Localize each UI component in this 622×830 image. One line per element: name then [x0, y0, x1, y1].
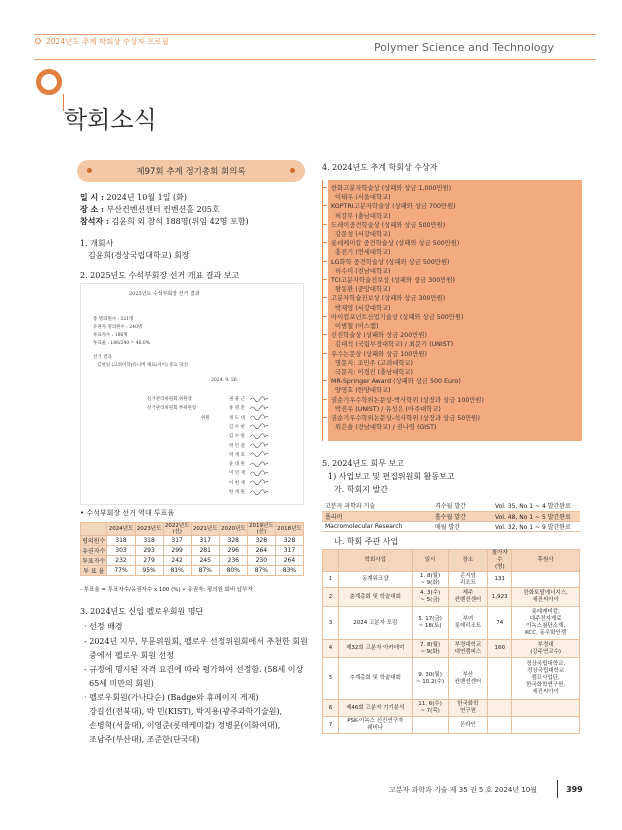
award-marker	[322, 353, 327, 354]
event-cell	[512, 717, 580, 734]
rate-cell: 293	[135, 546, 163, 556]
bar-dot-right	[290, 168, 295, 173]
event-header-cell: 장소	[448, 550, 488, 572]
event-cell: 74	[488, 607, 512, 640]
rate-row	[81, 536, 304, 546]
date-label: 일 시 :	[80, 192, 104, 202]
rate-cell: 232	[107, 556, 135, 566]
awards-left-rule	[322, 180, 323, 441]
scan-sign-name: 정 도 대	[229, 415, 245, 421]
award-marker	[322, 334, 327, 335]
event-row	[323, 700, 580, 717]
meeting-title-bar	[77, 160, 305, 182]
item1-title: 1. 개회사	[80, 239, 114, 248]
scan-sign-name: 윤 대 원	[229, 462, 245, 468]
event-cell	[488, 700, 512, 717]
scan-sign-role: 선거관리위원회 부위원장	[147, 406, 197, 412]
page-number: 399	[566, 785, 583, 794]
award-winner: 김대석 (국립부경대학교) / 최문기 (UNIST)	[335, 341, 454, 349]
event-cell: 5	[323, 658, 339, 700]
society-events-table	[322, 549, 580, 734]
award-marker	[322, 187, 327, 188]
award-winner: 명문지: 조민주 (고려대학교)	[335, 359, 413, 367]
rate-header-cell: 2019년도 (선)	[249, 523, 274, 535]
publication-row	[322, 511, 580, 521]
item3-line: - 2024년 지부, 부문위원회, 펠로우 선정위원회에서 추천한 회원	[84, 637, 308, 646]
scan-result-head: 선거 결과	[93, 355, 112, 360]
award-name: 롯데케미칼 중견학술상 (상패와 상금 500만원)	[331, 240, 460, 248]
handwritten-signature	[249, 489, 269, 495]
event-cell	[488, 658, 512, 700]
event-cell: 제32회 고분자 아카데미	[338, 640, 412, 658]
rate-header-cell	[81, 523, 107, 536]
section-ring-icon	[36, 69, 62, 95]
event-cell: 7	[323, 717, 339, 734]
scan-sign-name: 김 수 현	[229, 424, 245, 430]
handwritten-signature	[249, 442, 269, 448]
event-row	[323, 607, 580, 640]
election-result-scan	[80, 283, 304, 505]
rate-cell: 328	[247, 536, 275, 546]
item5-sub-na: 나. 학회 주관 사업	[334, 537, 399, 546]
item5-sub-ga: 가. 학회지 발간	[334, 485, 388, 494]
rate-header-cell: 2021년도	[191, 523, 219, 536]
rate-cell: 299	[163, 546, 191, 556]
item5-title: 5. 2024년도 회무 보고	[322, 459, 404, 468]
rate-cell: 80%	[219, 566, 247, 576]
header-kicker: 2024년도 추계 학회상 수상자 프로필	[46, 37, 169, 46]
rate-row	[81, 566, 304, 576]
rate-cell: 77%	[107, 566, 135, 576]
event-cell: 1. 8(월) ~ 9(화)	[412, 572, 448, 588]
publication-cell: 폴리머	[322, 511, 432, 521]
event-cell: 부경대학교 대연캠퍼스	[448, 640, 488, 658]
rate-row	[81, 556, 304, 566]
footer-divider	[557, 780, 558, 798]
publication-row	[322, 501, 580, 511]
scan-line: 투표자수 : 186명	[93, 333, 128, 338]
item3-line: 강길선(전북대), 박 민(KIST), 박지용(광주과학기술원),	[84, 707, 283, 716]
rate-cell: 296	[219, 546, 247, 556]
bar-dot-left	[87, 168, 92, 173]
journal-publication-table	[322, 501, 580, 532]
event-cell: 곤지암 리조트	[448, 572, 488, 588]
item3-line: · 펠로우회원(가나다순) (Badge와 휴페이지 게재)	[84, 693, 259, 702]
rate-cell: 245	[191, 556, 219, 566]
rate-cell: 318	[135, 536, 163, 546]
award-marker	[322, 380, 327, 381]
event-cell: 2024 고분자 포럼	[338, 607, 412, 640]
award-winner: 강문성 (서강대학교)	[335, 231, 391, 238]
handwritten-signature	[249, 414, 269, 420]
event-cell: 춘계총회 및 학술대회	[338, 588, 412, 607]
journal-name: Polymer Science and Technology	[374, 41, 554, 54]
event-cell: 11. 6(수) ~ 7(목)	[412, 700, 448, 717]
award-marker	[322, 297, 327, 298]
award-marker	[322, 242, 327, 243]
event-cell: 1,923	[488, 588, 512, 607]
event-cell	[412, 717, 448, 734]
handwritten-signature	[249, 461, 269, 467]
rate-cell: 328	[219, 536, 247, 546]
award-name: 아이컴포넌트산업기술상 (상패와 상금 500만원)	[331, 313, 464, 321]
turnout-table	[80, 522, 304, 576]
item3-line: 조남주(부산대), 조준한(단국대)	[84, 735, 200, 744]
event-header-cell: 일시	[412, 550, 448, 572]
handwritten-signature	[249, 479, 269, 485]
rate-row	[81, 546, 304, 556]
event-row	[323, 588, 580, 607]
meeting-place-row	[80, 204, 220, 215]
event-cell: 제주 컨벤션센터	[448, 588, 488, 607]
handwritten-signature	[249, 405, 269, 411]
scan-line: 총 명의원수 : 321명	[93, 317, 134, 322]
award-name: 고분자학술진보상 (상패와 상금 300만원)	[331, 295, 446, 303]
award-winner: 허수미 (전남대학교)	[335, 267, 391, 275]
event-header-cell	[323, 550, 339, 572]
scan-sign-name: 박 민 철	[229, 443, 245, 449]
event-header-cell: 후원사	[512, 550, 580, 572]
event-cell: 부산 컨벤션센터	[448, 658, 488, 700]
meeting-date-row	[80, 192, 187, 203]
attend-label: 참석자 :	[80, 216, 109, 226]
rate-cell: 264	[275, 556, 303, 566]
event-cell: 9. 30(월) ~ 10.2(수)	[412, 658, 448, 700]
event-cell: 2	[323, 588, 339, 607]
item1-body: 김윤희(경상국립대학교) 회장	[88, 251, 190, 260]
rate-cell: 81%	[163, 566, 191, 576]
event-cell: 롯데케미칼, 대주전자재료 이녹스첨단소재, KCC, 동우화인켐	[512, 607, 580, 640]
scan-line: 유권자 명의원수 : 240명	[93, 325, 143, 330]
scan-date: 2024. 9. 26.	[211, 378, 239, 383]
rate-row-label: 평의원수	[81, 536, 107, 546]
award-marker	[322, 224, 327, 225]
rate-cell: 95%	[135, 566, 163, 576]
rate-cell: 87%	[191, 566, 219, 576]
event-cell: 한국화학 연구원	[448, 700, 488, 717]
meeting-attend-row	[80, 216, 249, 227]
rate-cell: 230	[247, 556, 275, 566]
award-name: 도레이중견학술상 (상패와 상금 500만원)	[331, 221, 446, 229]
event-row	[323, 658, 580, 700]
event-cell: 4. 3(수) ~ 5(금)	[412, 588, 448, 607]
awards-title: 4. 2024년도 추계 학회상 수상자	[322, 163, 438, 172]
award-name: MR-Springer Award (상패와 상금 500 Euro)	[331, 378, 461, 386]
scan-result: 김헌일 (고려이학(유니버 제표(자이) 중요 당선	[97, 363, 188, 368]
event-cell: 3	[323, 607, 339, 640]
event-cell	[512, 572, 580, 588]
event-cell: 한화토탈에너지스, 세진씨아이	[512, 588, 580, 607]
event-row	[323, 640, 580, 658]
item3-line: 손병혁(서울대), 이영준(롯데케미칼) 정병문(이화여대),	[84, 721, 281, 730]
scan-title: 2025년도 수석부회장 선거 결과	[129, 291, 200, 297]
award-name: 한화고분자학술상 (상패와 상금 1,000만원)	[331, 185, 452, 192]
event-row	[323, 717, 580, 734]
event-cell: 5. 17(금) ~ 18(토)	[412, 607, 448, 640]
meeting-attend: 김윤희 외 참석 188명(위임 42명 포함)	[111, 217, 249, 226]
header-circle-icon	[35, 38, 41, 44]
award-winner: 허강무 (충남대학교)	[335, 212, 391, 220]
rate-cell: 264	[247, 546, 275, 556]
award-marker	[322, 417, 327, 418]
event-cell: 부여 롯데리조트	[448, 607, 488, 640]
event-cell: 부경대 (강주연교수)	[512, 640, 580, 658]
header-top-rule	[34, 34, 596, 35]
rate-note: - 투표율 = 투표자수/유권자수 x 100 (%) • 유권자: 평의원 회비 납부자	[80, 587, 253, 593]
meeting-title: 제97회 추계 정기총회 회의록	[136, 167, 246, 177]
rate-row-label: 유권자수	[81, 546, 107, 556]
handwritten-signature	[249, 433, 269, 439]
award-name: TCI고분자학술진보상 (상패와 상금 300만원)	[331, 277, 455, 284]
award-name: 권순기우수학위논문상-석사학위 (상장과 상금 50만원)	[331, 415, 480, 422]
item5-sub1: 1) 사업보고 및 편집위원회 활동보고	[328, 472, 455, 481]
publication-cell: 홀수월 발간	[432, 511, 492, 521]
event-cell	[512, 700, 580, 717]
section-title: 학회소식	[64, 106, 157, 134]
publication-cell: Vol. 48, No 1 ~ 5 발간완료	[492, 511, 580, 521]
event-header-cell: 참가자수 (명)	[488, 550, 512, 572]
rate-row-label: 투표자수	[81, 556, 107, 566]
scan-sign-name: 홍 명 만	[229, 406, 245, 412]
item3-line: 65세 미만의 회원)	[84, 679, 154, 688]
event-cell: 경상국립대학교, 경상국립대학교 캠프사업단, 한국화학연구원, 세진씨아이	[512, 658, 580, 700]
award-winner: 홍진기 (연세대학교)	[335, 249, 391, 257]
award-marker	[322, 316, 327, 317]
scan-sign-name: 한 재 원	[229, 490, 245, 495]
event-cell: 7. 8(월) ~ 9(화)	[412, 640, 448, 658]
scan-sign-name: 이 민 재	[229, 471, 245, 477]
rate-cell: 87%	[247, 566, 275, 576]
event-cell: 4	[323, 640, 339, 658]
award-name: 권순기우수학위논문상-박사학위 (상장과 상금 100만원)	[331, 396, 484, 404]
item3-line: · 선정 배경	[84, 622, 123, 631]
rate-header-cell: 2018년도	[275, 523, 303, 536]
publication-cell: 매월 발간	[432, 521, 492, 531]
rate-header-cell: 2024년도	[107, 523, 135, 536]
award-name: 우수논문상 (상패와 상금 100만원)	[331, 350, 427, 358]
award-marker	[322, 261, 327, 262]
scan-sign-name: 김 수 평	[229, 434, 245, 440]
scan-sign-name: 권 용 근	[229, 397, 245, 402]
award-winner: 양영호 (한양대학교)	[335, 387, 391, 395]
award-winner: 이범철 (이스켐)	[335, 323, 379, 330]
rate-caption: • 수석부회장 선거 역대 투표율	[80, 509, 175, 517]
footer-journal: 고분자 과학과 기술 제 35 권 5 호 2024년 10월	[389, 786, 538, 794]
item3-line: - 규정에 명시된 자격 요건에 따라 평가하여 선정함. (58세 이상	[84, 665, 304, 674]
rate-cell: 317	[275, 546, 303, 556]
event-cell	[488, 717, 512, 734]
rate-cell: 317	[191, 536, 219, 546]
place-label: 장 소 :	[80, 204, 104, 214]
scan-sign-role: 위원	[201, 415, 210, 421]
event-cell: 추계총회 및 학술대회	[338, 658, 412, 700]
rate-cell: 236	[219, 556, 247, 566]
header-rule	[34, 59, 596, 60]
event-cell: 131	[488, 572, 512, 588]
item3-title: 3. 2024년도 신입 펠로우회원 명단	[80, 607, 204, 616]
meeting-date: 2024년 10월 1일 (화)	[106, 193, 187, 202]
scan-sign-name: 박 재 호	[229, 452, 245, 458]
award-winner: 위은솔 (전남대학교) / 권나영 (GIST)	[335, 424, 437, 432]
publication-cell: 격수월 발간	[432, 501, 492, 511]
handwritten-signature	[249, 470, 269, 476]
meeting-place: 부산컨벤션센터 컨벤션홀 205호	[106, 205, 220, 214]
publication-cell: Macromolecular Research	[322, 521, 432, 531]
rate-cell: 83%	[275, 566, 303, 576]
event-row	[323, 572, 580, 588]
award-marker	[322, 399, 327, 400]
handwritten-signature	[249, 396, 269, 402]
rate-cell: 317	[163, 536, 191, 546]
rate-cell: 318	[107, 536, 135, 546]
award-name: LG화학 중견학술상 (상패와 상금 500만원)	[331, 258, 450, 266]
publication-cell: 고분자 과학과 기술	[322, 501, 432, 511]
award-winner: 국문지: 이경진 (충남대학교)	[335, 369, 413, 376]
publication-row	[322, 521, 580, 531]
handwritten-signature	[249, 423, 269, 429]
event-cell: 동계워크샵	[338, 572, 412, 588]
event-cell: 제46회 고분자 기기분석	[338, 700, 412, 717]
event-header-cell: 학회사업	[338, 550, 412, 572]
rate-header-row	[81, 523, 304, 536]
award-name: KOPTRI고분자학술상 (상패와 상금 700만원)	[331, 203, 456, 211]
rate-row-label: 투 표 율	[81, 566, 107, 576]
award-winner: 왕동환 (중앙대학교)	[335, 286, 391, 294]
scan-sign-name: 이 현 재	[229, 480, 245, 486]
rate-cell: 303	[107, 546, 135, 556]
award-winner: 이태우 (서울대학교)	[335, 194, 391, 202]
award-marker	[322, 205, 327, 206]
rate-header-cell: 2022년도 (선)	[164, 523, 190, 535]
scan-line: 투표율 : 186/240 = 46.0%	[93, 341, 151, 346]
event-cell: 160	[488, 640, 512, 658]
publication-cell: Vol. 35, No 1 ~ 4 발간완료	[492, 501, 580, 511]
event-cell: 온라인	[448, 717, 488, 734]
award-name: 신진학술상 (상패와 상금 200만원)	[331, 332, 427, 340]
rate-header-cell: 2023년도	[135, 523, 163, 536]
handwritten-signature	[249, 451, 269, 457]
award-winner: 박진우 (UNIST) / 유성은 (아주대학교)	[335, 405, 441, 413]
rate-cell: 328	[275, 536, 303, 546]
rate-cell: 281	[191, 546, 219, 556]
rate-header-cell: 2020년도	[219, 523, 247, 536]
rate-cell: 279	[135, 556, 163, 566]
item2-title: 2. 2025년도 수석부회장 선거 개표 결과 보고	[80, 271, 240, 280]
scan-sign-role: 선거관리위원회 위원장	[147, 397, 192, 402]
award-winner: 박재영 (서강대학교)	[335, 304, 391, 312]
rate-cell: 242	[163, 556, 191, 566]
event-cell: 1	[323, 572, 339, 588]
event-cell: PSK-이녹스 신진연구자 웨비나	[338, 717, 412, 734]
event-cell: 6	[323, 700, 339, 717]
publication-cell: Vol. 32, No 1 ~ 9 발간완료	[492, 521, 580, 531]
item3-line: 중에서 펠로우 회원 선정	[84, 651, 174, 660]
award-marker	[322, 279, 327, 280]
